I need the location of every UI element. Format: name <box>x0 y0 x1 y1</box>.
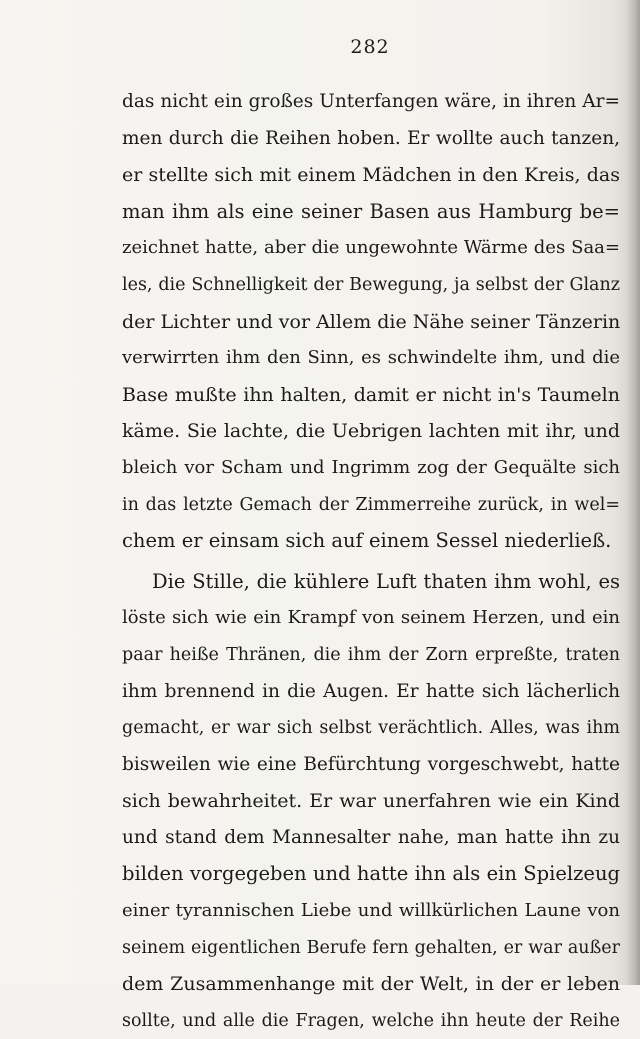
paragraph <box>122 84 620 560</box>
text-line: zeichnet hatte, aber die ungewohnte Wärme des Saa= <box>122 237 620 259</box>
text-line: Base mußte ihn halten, damit er nicht in's Taumeln <box>122 383 620 406</box>
text-line: bilden vorgegeben und hatte ihn als ein Spielzeug <box>122 862 620 886</box>
text-line: bleich vor Scham und Ingrimm zog der Gequälte sich <box>122 456 620 478</box>
text-line: und stand dem Mannesalter nahe, man hatte ihn zu <box>122 826 620 848</box>
paragraph <box>122 564 620 1039</box>
text-line: käme. Sie lachte, die Uebrigen lachten mit ihr, und <box>122 420 620 443</box>
text-line: Die Stille, die kühlere Luft thaten ihm wohl, es <box>152 569 620 593</box>
text-line: löste sich wie ein Krampf von seinem Herzen, und ein <box>122 607 620 629</box>
text-line: paar heiße Thränen, die ihm der Zorn erpreßte, traten <box>122 644 620 665</box>
text-line: chem er einsam sich auf einem Sessel niederließ. <box>122 529 612 553</box>
page-number: 282 <box>350 36 390 58</box>
text-line: men durch die Reihen hoben. Er wollte auch tanzen, <box>122 127 620 149</box>
text-line: seinem eigentlichen Berufe fern gehalten, er war außer <box>122 937 620 958</box>
text-line: einer tyrannischen Liebe und willkürlichen Laune von <box>122 900 620 922</box>
text-line: das nicht ein großes Unterfangen wäre, in ihren Ar= <box>122 91 620 112</box>
text-line: dem Zusammenhange mit der Welt, in der er leben <box>122 973 620 996</box>
text-line: in das letzte Gemach der Zimmerreihe zurück, in wel= <box>122 494 620 515</box>
text-line: man ihm als eine seiner Basen aus Hamburg be= <box>122 199 620 223</box>
text-line: verwirrten ihm den Sinn, es schwindelte ihm, und die <box>122 347 620 369</box>
text-line: sollte, und alle die Fragen, welche ihn heute der Reihe <box>122 1010 620 1031</box>
text-line: er stellte sich mit einem Mädchen in den Kreis, das <box>122 164 620 187</box>
text-line: gemacht, er war sich selbst verächtlich. Alles, was ihm <box>122 718 620 739</box>
text-line: der Lichter und vor Allem die Nähe seiner Tänzerin <box>122 310 620 333</box>
binding-shadow <box>626 0 640 985</box>
body-text <box>122 84 620 1039</box>
text-line: sich bewahrheitet. Er war unerfahren wie ein Kind <box>122 790 620 813</box>
text-line: les, die Schnelligkeit der Bewegung, ja selbst der Glanz <box>122 274 620 295</box>
text-line: bisweilen wie eine Befürchtung vorgeschwebt, hatte <box>122 753 620 775</box>
text-line: ihm brennend in die Augen. Er hatte sich lächerlich <box>122 680 620 702</box>
